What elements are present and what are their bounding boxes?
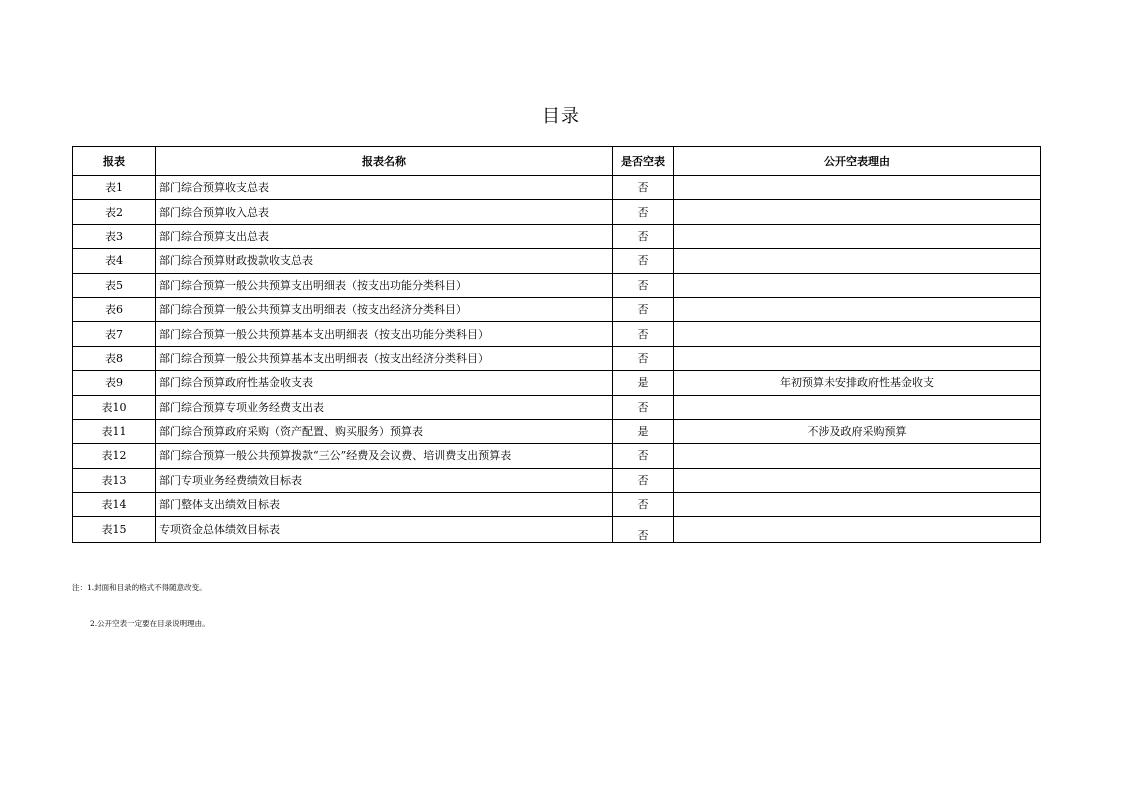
table-row xyxy=(73,346,1041,370)
empty-reason xyxy=(674,224,1041,248)
is-empty: 否 xyxy=(613,322,674,346)
report-no: 表13 xyxy=(73,468,156,492)
report-no: 表5 xyxy=(73,273,156,297)
empty-reason: 不涉及政府采购预算 xyxy=(674,419,1041,443)
report-name: 部门综合预算一般公共预算支出明细表（按支出经济分类科目） xyxy=(156,297,613,321)
report-no: 表8 xyxy=(73,346,156,370)
table-row xyxy=(73,273,1041,297)
table-row xyxy=(73,371,1041,395)
empty-reason xyxy=(674,346,1041,370)
report-no: 表3 xyxy=(73,224,156,248)
is-empty: 否 xyxy=(613,224,674,248)
empty-reason xyxy=(674,249,1041,273)
table-row xyxy=(73,297,1041,321)
table-row xyxy=(73,200,1041,224)
report-no: 表10 xyxy=(73,395,156,419)
report-no: 表9 xyxy=(73,371,156,395)
empty-reason xyxy=(674,468,1041,492)
is-empty: 否 xyxy=(613,493,674,517)
report-name: 部门整体支出绩效目标表 xyxy=(156,493,613,517)
header-report-no: 报表 xyxy=(73,147,156,176)
report-name: 部门综合预算政府采购（资产配置、购买服务）预算表 xyxy=(156,419,613,443)
is-empty: 否 xyxy=(613,176,674,200)
table-row xyxy=(73,517,1041,542)
header-is-empty: 是否空表 xyxy=(613,147,674,176)
is-empty: 否 xyxy=(613,444,674,468)
report-name: 部门综合预算一般公共预算拨款“三公”经费及会议费、培训费支出预算表 xyxy=(156,444,613,468)
report-no: 表12 xyxy=(73,444,156,468)
report-name: 部门综合预算收入总表 xyxy=(156,200,613,224)
report-name: 部门综合预算专项业务经费支出表 xyxy=(156,395,613,419)
table-row xyxy=(73,224,1041,248)
report-name: 部门综合预算支出总表 xyxy=(156,224,613,248)
footnote-2: 2.公开空表一定要在目录说明理由。 xyxy=(90,619,210,628)
table-row xyxy=(73,468,1041,492)
empty-reason xyxy=(674,322,1041,346)
report-name: 专项资金总体绩效目标表 xyxy=(156,517,613,542)
report-name: 部门综合预算收支总表 xyxy=(156,176,613,200)
header-report-name: 报表名称 xyxy=(156,147,613,176)
is-empty: 是 xyxy=(613,419,674,443)
report-name: 部门综合预算一般公共预算基本支出明细表（按支出经济分类科目） xyxy=(156,346,613,370)
table-row xyxy=(73,419,1041,443)
report-no: 表14 xyxy=(73,493,156,517)
report-name: 部门综合预算政府性基金收支表 xyxy=(156,371,613,395)
footnote-1: 注：1.封面和目录的格式不得随意改变。 xyxy=(72,583,207,592)
table-row xyxy=(73,395,1041,419)
report-name: 部门专项业务经费绩效目标表 xyxy=(156,468,613,492)
is-empty: 否 xyxy=(613,517,674,542)
is-empty: 否 xyxy=(613,468,674,492)
report-name: 部门综合预算一般公共预算支出明细表（按支出功能分类科目） xyxy=(156,273,613,297)
footnotes xyxy=(72,558,210,642)
empty-reason xyxy=(674,517,1041,542)
table-row xyxy=(73,444,1041,468)
table-row xyxy=(73,322,1041,346)
is-empty: 是 xyxy=(613,371,674,395)
report-no: 表6 xyxy=(73,297,156,321)
report-no: 表11 xyxy=(73,419,156,443)
table-row xyxy=(73,176,1041,200)
report-name: 部门综合预算财政拨款收支总表 xyxy=(156,249,613,273)
report-name: 部门综合预算一般公共预算基本支出明细表（按支出功能分类科目） xyxy=(156,322,613,346)
header-empty-reason: 公开空表理由 xyxy=(674,147,1041,176)
report-no: 表2 xyxy=(73,200,156,224)
empty-reason xyxy=(674,200,1041,224)
empty-reason: 年初预算未安排政府性基金收支 xyxy=(674,371,1041,395)
report-no: 表7 xyxy=(73,322,156,346)
page-title: 目录 xyxy=(542,106,580,127)
is-empty: 否 xyxy=(613,395,674,419)
empty-reason xyxy=(674,395,1041,419)
report-no: 表15 xyxy=(73,517,156,542)
empty-reason xyxy=(674,273,1041,297)
is-empty: 否 xyxy=(613,273,674,297)
is-empty: 否 xyxy=(613,249,674,273)
table-row xyxy=(73,249,1041,273)
report-no: 表1 xyxy=(73,176,156,200)
table-row xyxy=(73,493,1041,517)
empty-reason xyxy=(674,297,1041,321)
report-no: 表4 xyxy=(73,249,156,273)
is-empty: 否 xyxy=(613,346,674,370)
empty-reason xyxy=(674,493,1041,517)
catalog-table xyxy=(72,146,1041,543)
empty-reason xyxy=(674,176,1041,200)
table-header-row xyxy=(73,147,1041,176)
empty-reason xyxy=(674,444,1041,468)
is-empty: 否 xyxy=(613,200,674,224)
is-empty: 否 xyxy=(613,297,674,321)
